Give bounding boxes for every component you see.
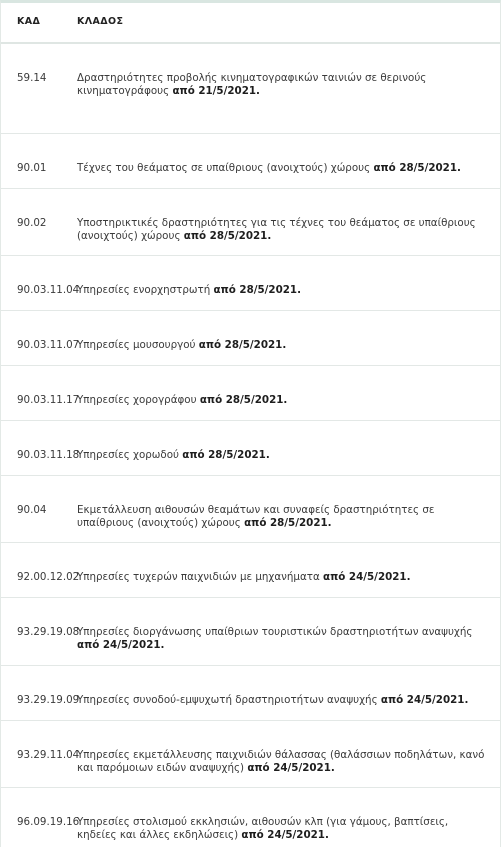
row-sector <box>77 504 500 542</box>
row-code: 90.02 <box>17 217 47 229</box>
table-row <box>1 666 500 721</box>
table-row <box>1 311 500 366</box>
row-date: από 24/5/2021. <box>380 694 469 706</box>
row-text: Τέχνες του θεάματος σε υπαίθριους (ανοιχτούς) χώρους <box>77 162 371 174</box>
table-row <box>1 134 500 189</box>
table-row <box>1 788 500 847</box>
table-row <box>1 44 500 134</box>
row-text: Εκμετάλλευση αιθουσών θεαμάτων και συναφείς δραστηριότητες σε υπαίθριους (ανοιχτούς) χώρους <box>77 504 435 529</box>
row-code: 92.00.12.02 <box>17 571 80 583</box>
row-text: Υπηρεσίες τυχερών παιχνιδιών με μηχανήματα <box>77 571 320 583</box>
row-text: Υπηρεσίες μουσουργού <box>77 339 196 351</box>
row-date: από 24/5/2021. <box>77 639 165 651</box>
row-code: 90.03.11.18 <box>17 449 80 461</box>
row-date: από 28/5/2021. <box>199 394 288 406</box>
row-code: 59.14 <box>17 72 47 84</box>
row-sector <box>77 749 500 787</box>
row-text: Υπηρεσίες διοργάνωσης υπαίθριων τουριστικών δραστηριοτήτων αναψυχής <box>77 626 473 638</box>
row-code: 93.29.19.09 <box>17 694 80 706</box>
row-text: Υπηρεσίες συνοδού-εμψυχωτή δραστηριοτήτων αναψυχής <box>77 694 378 706</box>
row-text: Υπηρεσίες στολισμού εκκλησιών, αιθουσών κλπ (για γάμους, βαπτίσεις, κηδείες και άλλες εκδηλώσεις) <box>77 816 449 841</box>
row-date: από 21/5/2021. <box>172 85 260 97</box>
row-date: από 28/5/2021. <box>244 517 332 529</box>
row-code: 90.03.11.04 <box>17 284 80 296</box>
row-text: Δραστηριότητες προβολής κινηματογραφικών ταινιών σε θερινούς κινηματογράφους <box>77 72 427 97</box>
table-row <box>1 543 500 598</box>
row-date: από 24/5/2021. <box>247 762 335 774</box>
table-row <box>1 256 500 311</box>
row-sector <box>77 339 500 365</box>
row-sector <box>77 449 500 475</box>
row-text: Υποστηρικτικές δραστηριότητες για τις τέχνες του θεάματος σε υπαίθριους (ανοιχτούς) χώρους <box>77 217 476 242</box>
table-row <box>1 421 500 476</box>
row-sector <box>77 816 500 847</box>
table-row <box>1 598 500 666</box>
row-sector <box>77 626 500 665</box>
row-date: από 28/5/2021. <box>373 162 461 174</box>
row-date: από 28/5/2021. <box>213 284 301 296</box>
row-sector <box>77 217 500 255</box>
row-date: από 28/5/2021. <box>198 339 287 351</box>
table-row <box>1 366 500 421</box>
row-text: Υπηρεσίες εκμετάλλευσης παιχνιδιών θάλασσας (θαλάσσιων ποδηλάτων, κανό και παρόμοιων ειδών αναψυχής) <box>77 749 485 774</box>
row-date: από 28/5/2021. <box>183 230 272 242</box>
row-date: από 24/5/2021. <box>323 571 411 583</box>
table-row <box>1 476 500 543</box>
row-code: 90.01 <box>17 162 47 174</box>
row-code: 90.04 <box>17 504 47 516</box>
header-code: ΚΑΔ <box>17 16 41 27</box>
row-code: 90.03.11.17 <box>17 394 80 406</box>
row-code: 93.29.19.08 <box>17 626 80 638</box>
table-header <box>1 3 500 44</box>
row-text: Υπηρεσίες χορωδού <box>77 449 179 461</box>
table-row <box>1 189 500 256</box>
row-sector <box>77 162 500 188</box>
row-code: 96.09.19.16 <box>17 816 80 828</box>
row-sector <box>77 284 500 310</box>
row-sector <box>77 571 500 597</box>
row-code: 90.03.11.07 <box>17 339 80 351</box>
row-sector <box>77 694 500 720</box>
table-row <box>1 721 500 788</box>
row-text: Υπηρεσίες ενορχηστρωτή <box>77 284 211 296</box>
row-text: Υπηρεσίες χορογράφου <box>77 394 197 406</box>
row-date: από 28/5/2021. <box>182 449 270 461</box>
row-sector <box>77 394 500 420</box>
row-code: 93.29.11.04 <box>17 749 80 761</box>
header-sector: ΚΛΑΔΟΣ <box>77 16 124 27</box>
row-sector <box>77 72 500 133</box>
row-date: από 24/5/2021. <box>241 829 329 841</box>
